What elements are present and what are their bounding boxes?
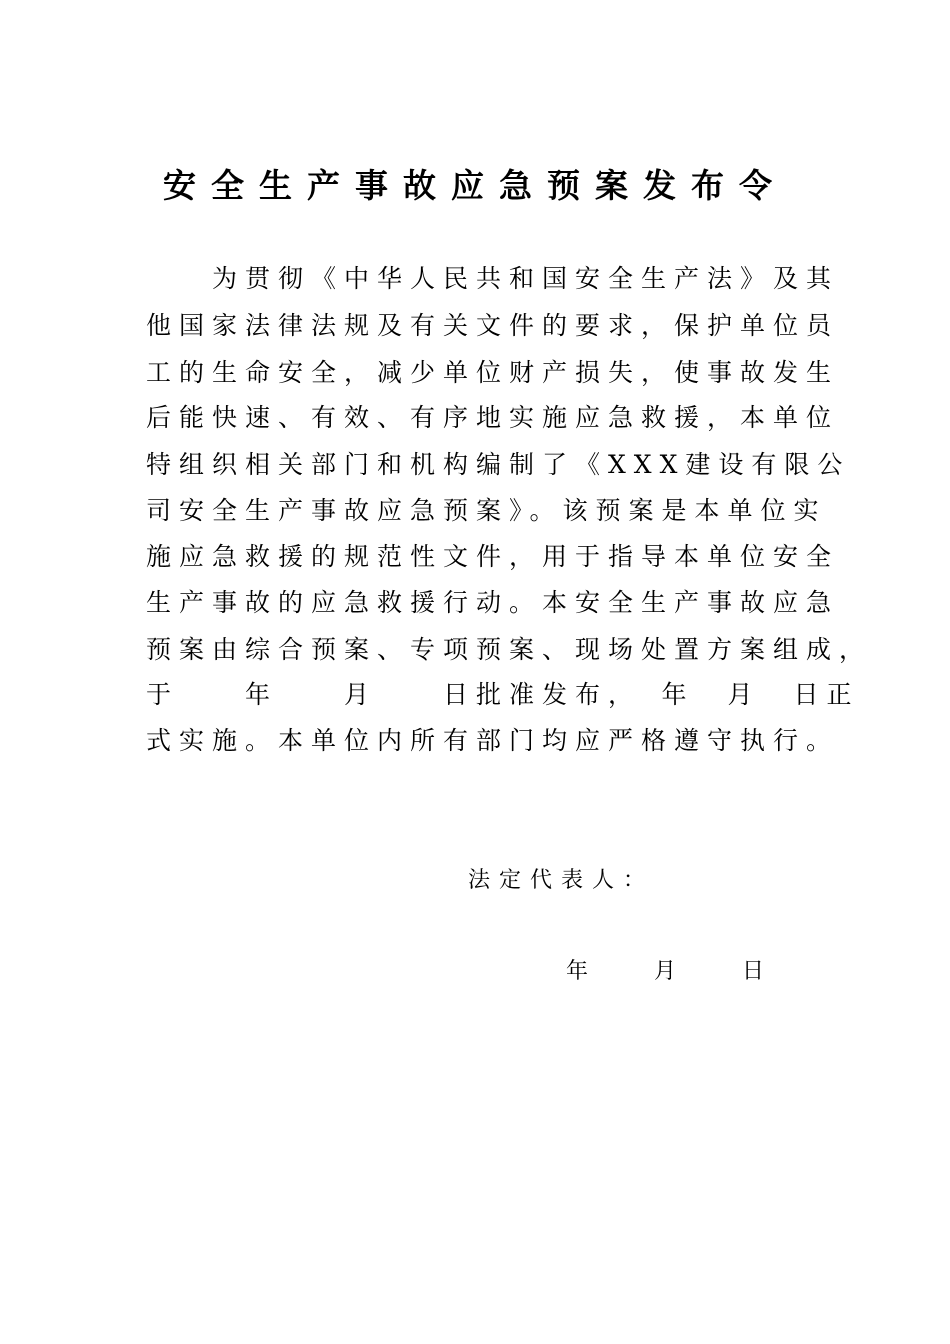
body-line: 工的生命安全，减少单位财产损失，使事故发生 xyxy=(146,358,840,387)
body-line: 预案由综合预案、专项预案、现场处置方案组成， xyxy=(146,635,873,664)
body-line: 施应急救援的规范性文件，用于指导本单位安全 xyxy=(146,542,840,571)
body-line: 生产事故的应急救援行动。本安全生产事故应急 xyxy=(146,588,840,617)
signature-date: 年 月 日 xyxy=(566,959,765,984)
document-body xyxy=(146,0,873,755)
body-line: 他国家法律法规及有关文件的要求，保护单位员 xyxy=(146,311,840,340)
body-line: 式实施。本单位内所有部门均应严格遵守执行。 xyxy=(146,726,840,755)
document-title: 安全生产事故应急预案发布令 xyxy=(163,166,787,205)
body-line: 特组织相关部门和机构编制了《XXX建设有限公 xyxy=(146,450,851,479)
body-line: 司安全生产事故应急预案》。该预案是本单位实 xyxy=(146,496,827,525)
legal-representative-label: 法定代表人： xyxy=(468,868,655,893)
body-line: 为贯彻《中华人民共和国安全生产法》及其 xyxy=(146,264,840,293)
body-line: 于 年 月 日批准发布， 年 月 日正 xyxy=(146,680,860,709)
body-line: 后能快速、有效、有序地实施应急救援，本单位 xyxy=(146,403,840,432)
